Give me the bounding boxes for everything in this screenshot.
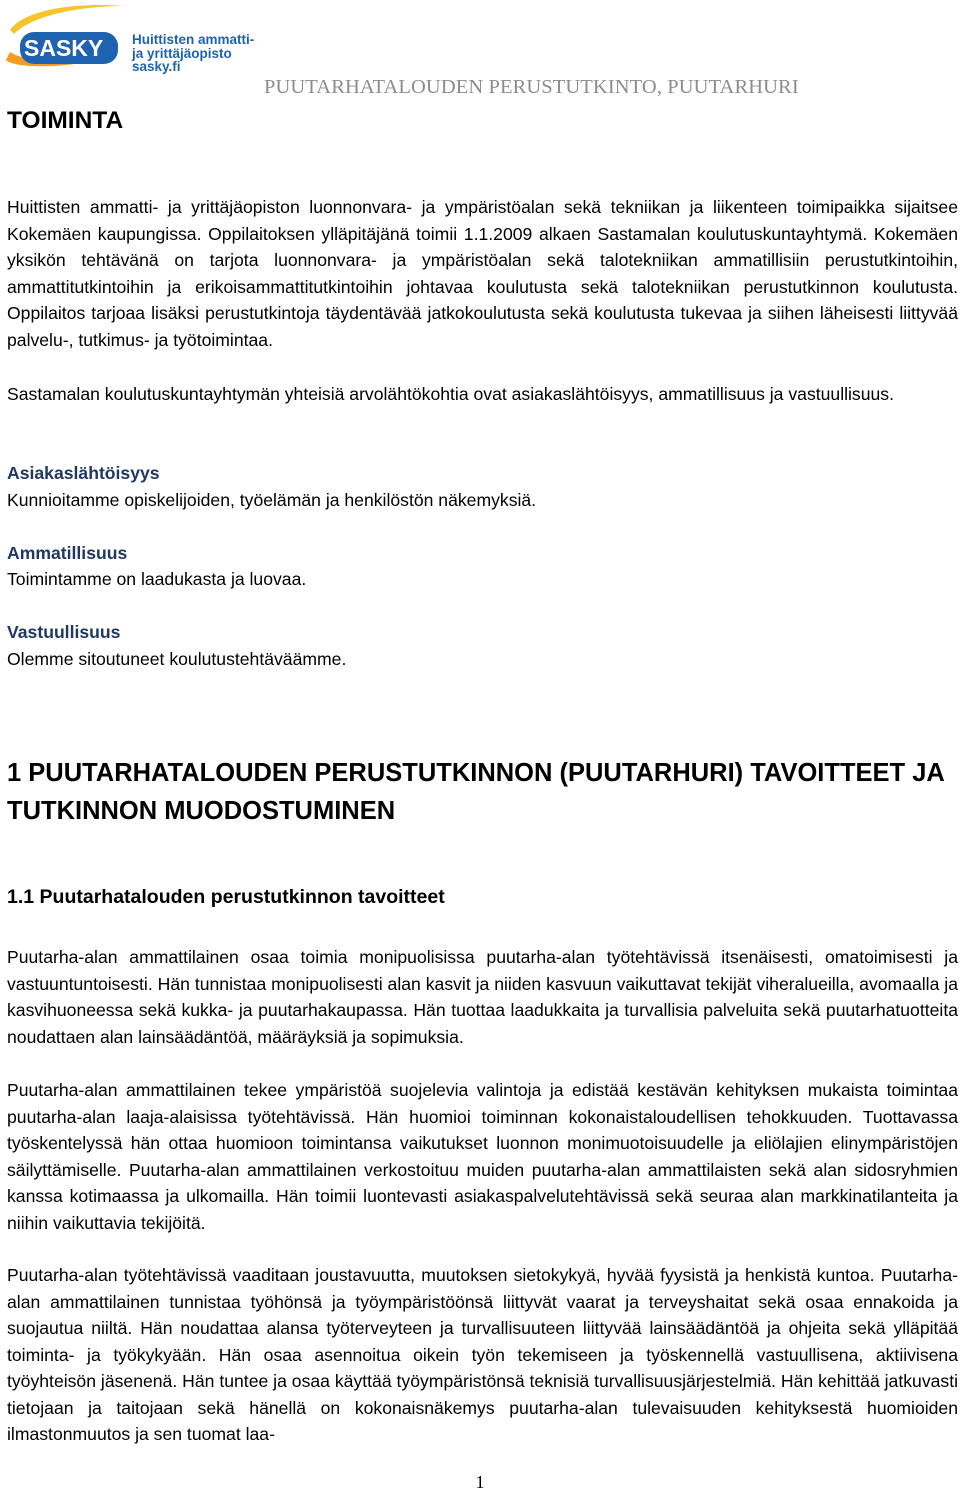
value-heading-1: Asiakaslähtöisyys — [7, 463, 160, 483]
value-text-3: Olemme sitoutuneet koulutustehtäväämme. — [7, 649, 347, 669]
logo-line3: sasky.fi — [132, 59, 181, 74]
page-number: 1 — [475, 1472, 485, 1492]
chapter-heading: 1 PUUTARHATALOUDEN PERUSTUTKINNON (PUUTARHURI) TAVOITTEET JA TUTKINNON MUODOSTUMINEN — [7, 759, 944, 825]
subsection-heading: 1.1 Puutarhatalouden perustutkinnon tavoitteet — [7, 886, 445, 908]
value-text-2: Toimintamme on laadukasta ja luovaa. — [7, 569, 307, 589]
logo-line1: Huittisten ammatti- — [132, 32, 255, 47]
goals-paragraph-2: Puutarha-alan ammattilainen tekee ympäristöä suojelevia valintoja ja edistää kestävän kehityksen mukaista toimintaa puutarha-alan laaja-alaisissa työtehtävissä. Hän huomioi toiminnan kokonaistaloudellisen tehokkuuden. Tuottavassa työskentelyssä hän ottaa huomioon toimintansa vaikutukset luonnon monimuotoisuudelle ja eliölajien elinympäristöjen säilyttämiselle. Puutarha-alan ammattilainen verkostoituu muiden puutarha-alan ammattilaisten sekä alan sidosryhmien kanssa kotimaassa ja ulkomailla. Hän toimii luontevasti asiakaspalvelutehtävissä sekä seuraa alan markkinatilanteita ja niihin vaikuttavia tekijöitä. — [7, 1080, 958, 1233]
logo-line2: ja yrittäjäopisto — [132, 46, 232, 61]
intro-paragraph-2: Sastamalan koulutuskuntayhtymän yhteisiä arvolähtökohtia ovat asiakaslähtöisyys, ammatillisuus ja vastuullisuus. — [7, 384, 894, 404]
logo-yellow-swoosh — [10, 5, 124, 34]
goals-paragraph-3: Puutarha-alan työtehtävissä vaaditaan joustavuutta, muutoksen sietokykyä, hyvää fyysistä ja henkistä kuntoa. Puutarha-alan ammattilainen tunnistaa työhönsä ja työympäristöönsä liittyvät vaarat ja terveyshaitat sekä osaa ennakoida ja suojautua niiltä. Hän noudattaa alansa työterveyteen ja turvallisuuteen liittyvää lainsäädäntöä ja ohjeita sekä ylläpitää toiminta- ja työkykyään. Hän osaa asennoitua oikein työn tekemiseen ja työskennellä vastuullisena, aktiivisena työyhteisön jäsenenä. Hän tuntee ja osaa käyttää työympäristönsä teknisiä turvallisuusjärjestelmiä. Hän kehittää jatkuvasti tietojaan ja taitojaan sekä hänellä on kokonaisnäkemys puutarha-alan tulevaisuuden kehityksestä huomioiden ilmastonmuutos ja sen tuomat laa- — [7, 1265, 958, 1444]
intro-paragraph-1: Huittisten ammatti- ja yrittäjäopiston luonnonvara- ja ympäristöalan sekä tekniikan ja liikenteen toimipaikka sijaitsee Kokemäen kaupungissa. Oppilaitoksen ylläpitäjänä toimii 1.1.2009 alkaen Sastamalan koulutuskuntayhtymä. Kokemäen yksikön tehtävänä on tarjota luonnonvara- ja ympäristöalan sekä talotekniikan ammatillisiin perustutkintoihin, ammattitutkintoihin ja erikoisammattitutkintoihin johtavaa koulutusta sekä talotekniikan perustutkinnon koulutusta. Oppilaitos tarjoaa lisäksi perustutkintoja täydentävää jatkokoulutusta sekä koulutusta tukevaa ja siihen läheisesti liittyvää palvelu-, tutkimus- ja työtoimintaa. — [7, 197, 958, 350]
value-text-1: Kunnioitamme opiskelijoiden, työelämän ja henkilöstön näkemyksiä. — [7, 490, 537, 510]
goals-paragraph-1: Puutarha-alan ammattilainen osaa toimia monipuolisissa puutarha-alan työtehtävissä itsenäisesti, omatoimisesti ja vastuuntuntoisesti. Hän tunnistaa monipuolisesti alan kasvit ja niiden kasvuun vaikuttavat tekijät viheralueilla, avomaalla ja kasvihuoneessa sekä kukka- ja puutarhakaupassa. Hän tuottaa laadukkaita ja turvallisia palveluita sekä puutarhatuotteita noudattaen alan lainsäädäntöä, määräyksiä ja sopimuksia. — [7, 947, 958, 1047]
sasky-logo — [4, 0, 256, 74]
section-label: TOIMINTA — [7, 107, 124, 134]
logo-short-name: SASKY — [24, 35, 104, 61]
value-heading-3: Vastuullisuus — [7, 622, 121, 642]
value-heading-2: Ammatillisuus — [7, 543, 128, 563]
document-header-title: PUUTARHATALOUDEN PERUSTUTKINTO, PUUTARHURI — [264, 76, 799, 98]
